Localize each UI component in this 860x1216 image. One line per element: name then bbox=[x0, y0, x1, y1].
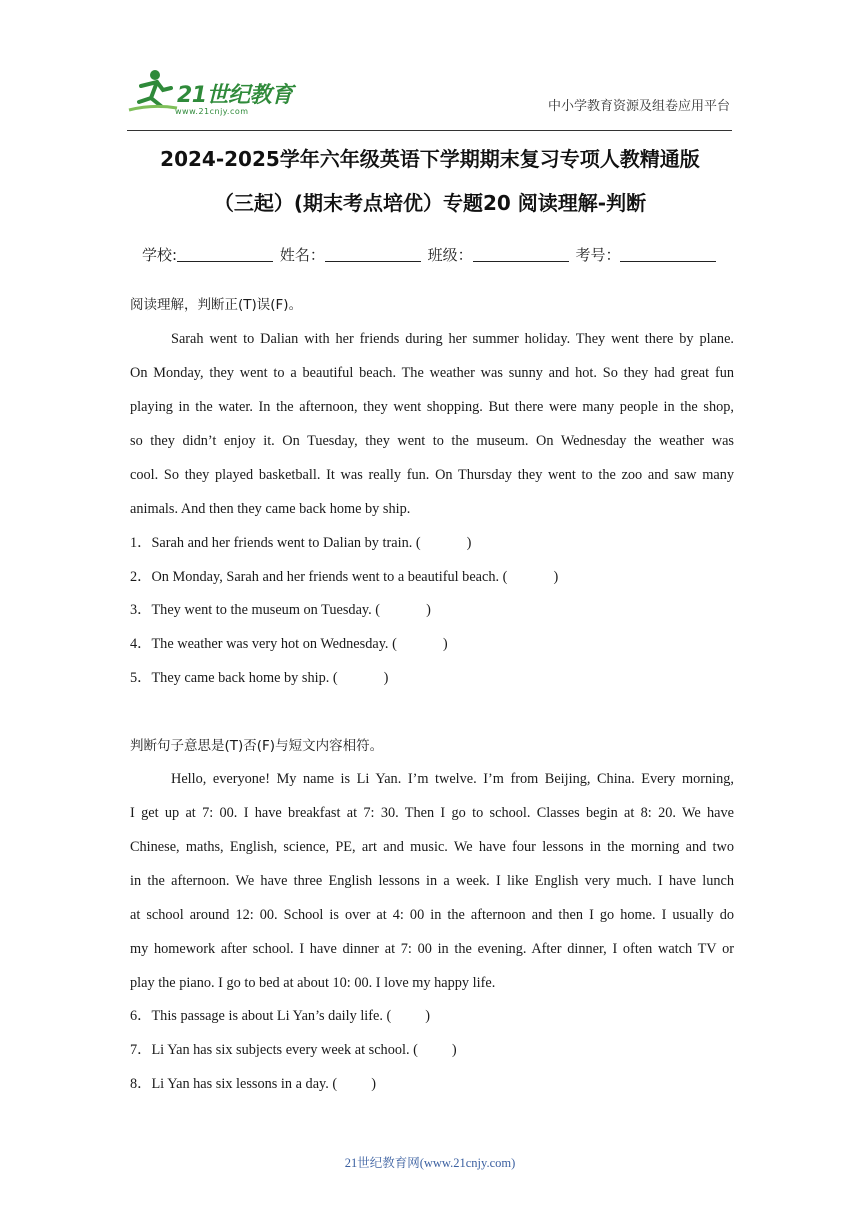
question-number: 1． bbox=[130, 535, 152, 551]
question-item bbox=[130, 1040, 457, 1060]
school-field[interactable] bbox=[177, 247, 273, 262]
student-info-fields bbox=[142, 244, 718, 265]
question-text: The weather was very hot on Wednesday. ( bbox=[151, 636, 397, 652]
passage2-line: in the afternoon. We have three English lessons in a week. I like English very much. I have lunch bbox=[130, 873, 734, 889]
question-text: Sarah and her friends went to Dalian by train. ( bbox=[151, 535, 421, 551]
page-footer[interactable]: 21世纪教育网(www.21cnjy.com) bbox=[344, 1156, 516, 1170]
question-number: 8． bbox=[130, 1076, 152, 1092]
question-item bbox=[130, 533, 471, 553]
close-paren: ) bbox=[426, 602, 431, 618]
section1-instruction: 阅读理解，判断正(T)误(F)。 bbox=[130, 297, 303, 313]
question-number: 6． bbox=[130, 1008, 152, 1024]
exam-number-field[interactable] bbox=[620, 247, 716, 262]
question-item bbox=[130, 567, 558, 587]
class-field[interactable] bbox=[473, 247, 569, 262]
logo bbox=[127, 68, 297, 120]
passage2-line: Hello, everyone! My name is Li Yan. I’m twelve. I’m from Beijing, China. Every morning, bbox=[171, 771, 734, 787]
header-divider bbox=[127, 130, 732, 131]
question-number: 5． bbox=[130, 670, 152, 686]
school-label: 学校: bbox=[142, 246, 178, 264]
close-paren: ) bbox=[425, 1008, 431, 1024]
close-paren: ) bbox=[371, 1076, 376, 1092]
question-text: They went to the museum on Tuesday. ( bbox=[151, 602, 381, 618]
exam-number-label: 考号： bbox=[575, 246, 621, 264]
question-number: 4． bbox=[130, 636, 152, 652]
passage1-line: On Monday, they went to a beautiful beach. The weather was sunny and hot. So they had great fun bbox=[130, 365, 734, 381]
passage1-line: Sarah went to Dalian with her friends during her summer holiday. They went there by plane. bbox=[171, 331, 734, 347]
question-item bbox=[130, 600, 431, 620]
close-paren: ) bbox=[553, 569, 559, 585]
passage1-line: so they didn’t enjoy it. On Tuesday, they went to the museum. On Wednesday the weather was bbox=[130, 433, 734, 449]
question-text: On Monday, Sarah and her friends went to a beautiful beach. ( bbox=[151, 569, 508, 585]
passage1-line: animals. And then they came back home by ship. bbox=[130, 501, 411, 517]
page-title-line2: （三起）(期末考点培优）专题20 阅读理解-判断 bbox=[213, 191, 647, 215]
question-item bbox=[130, 1006, 430, 1026]
section2-instruction: 判断句子意思是(T)否(F)与短文内容相符。 bbox=[130, 738, 384, 754]
passage2-line: at school around 12: 00. School is over at 4: 00 in the afternoon and then I go home. I usually do bbox=[130, 907, 734, 923]
question-text: They came back home by ship. ( bbox=[151, 670, 338, 686]
logo-url: www.21cnjy.com bbox=[175, 107, 249, 116]
name-field[interactable] bbox=[325, 247, 421, 262]
runner-logo-icon bbox=[127, 68, 179, 114]
question-item bbox=[130, 634, 448, 654]
passage2-line: play the piano. I go to bed at about 10: 00. I love my happy life. bbox=[130, 975, 496, 991]
question-number: 7． bbox=[130, 1042, 152, 1058]
platform-tagline: 中小学教育资源及组卷应用平台 bbox=[547, 99, 730, 114]
question-number: 3． bbox=[130, 602, 152, 618]
passage2-line: Chinese, maths, English, science, PE, art and music. We have four lessons in the morning and two bbox=[130, 839, 734, 855]
close-paren: ) bbox=[451, 1042, 457, 1058]
question-text: Li Yan has six lessons in a day. ( bbox=[151, 1076, 338, 1092]
passage1-line: playing in the water. In the afternoon, they went shopping. But there were many people in the shop, bbox=[130, 399, 734, 415]
name-label: 姓名： bbox=[279, 246, 325, 264]
close-paren: ) bbox=[442, 636, 448, 652]
page-header bbox=[127, 64, 732, 130]
question-item bbox=[130, 668, 388, 688]
class-label: 班级： bbox=[427, 246, 473, 264]
close-paren: ) bbox=[383, 670, 389, 686]
question-text: Li Yan has six subjects every week at school. ( bbox=[151, 1042, 418, 1058]
passage2-line: my homework after school. I have dinner at 7: 00 in the evening. After dinner, I often watch TV or bbox=[130, 941, 734, 957]
question-text: This passage is about Li Yan’s daily life. ( bbox=[151, 1008, 392, 1024]
close-paren: ) bbox=[466, 535, 472, 551]
passage1-line: cool. So they played basketball. It was really fun. On Thursday they went to the zoo and saw many bbox=[130, 467, 734, 483]
logo-text: 21世纪教育 bbox=[177, 83, 293, 108]
page-title-line1: 2024-2025学年六年级英语下学期期末复习专项人教精通版 bbox=[160, 147, 700, 171]
passage2-line: I get up at 7: 00. I have breakfast at 7: 30. Then I go to school. Classes begin at 8: 20. We have bbox=[130, 805, 734, 821]
question-item bbox=[130, 1074, 376, 1094]
question-number: 2． bbox=[130, 569, 152, 585]
